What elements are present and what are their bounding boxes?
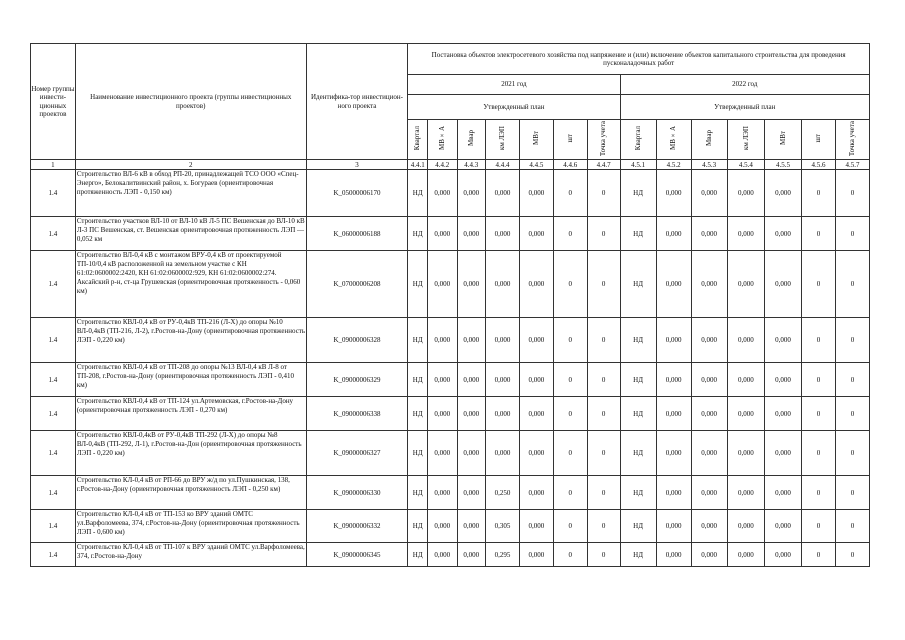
project-name-text: Строительство КВЛ-0,4кВ от РУ-0,4кВ ТП-292 (Л-Х) до опоры №8 ВЛ-0,4кВ (ТП-292, Л-1), г.Ростов-на-Дон (ориентировочная протяженность ЛЭП - 0,220 км)	[76, 431, 302, 457]
value-2022-cell: 0,000	[727, 543, 764, 567]
column-number: 4.5.1	[620, 160, 656, 170]
column-number: 4.5.5	[764, 160, 801, 170]
value-2022-cell: 0,000	[656, 170, 691, 217]
header-project-name: Наименование инвестиционного проекта (группы инвестиционных проектов)	[75, 44, 306, 160]
value-2021-cell: 0	[587, 431, 620, 476]
table-row	[31, 217, 870, 251]
unit-header-cell	[428, 120, 458, 160]
project-id-cell: K_09000006328	[306, 318, 408, 363]
unit-header-label: шт	[566, 134, 575, 143]
column-number: 3	[306, 160, 408, 170]
group-number-cell: 1.4	[31, 363, 76, 397]
value-2022-cell: НД	[620, 363, 656, 397]
unit-header-label: Мвар	[704, 130, 713, 147]
value-2022-cell: НД	[620, 318, 656, 363]
value-2022-cell: 0	[836, 170, 870, 217]
project-name-text: Строительство КЛ-0,4 кВ от ТП-107 к ВРУ зданий ОМТС ул.Варфоломеева, 374, г.Ростов-на-Дону	[76, 543, 305, 560]
unit-header-cell	[486, 120, 520, 160]
value-2021-cell: 0,000	[519, 251, 553, 318]
numbering-row	[31, 160, 870, 170]
value-2021-cell: 0	[587, 318, 620, 363]
project-id-cell: K_09000006330	[306, 476, 408, 510]
value-2021-cell: 0	[553, 397, 587, 431]
value-2021-cell: 0,295	[486, 543, 520, 567]
value-2021-cell: НД	[408, 397, 428, 431]
value-2021-cell: 0	[553, 543, 587, 567]
value-2021-cell: 0,000	[457, 397, 485, 431]
unit-header-label: км ЛЭП	[498, 126, 507, 151]
value-2022-cell: 0	[802, 363, 836, 397]
column-number: 4.5.3	[691, 160, 727, 170]
value-2021-cell: 0,000	[428, 543, 458, 567]
project-name-cell	[75, 363, 306, 397]
header-group-number: Номер группы инвести-ционных проектов	[31, 44, 76, 160]
value-2022-cell: 0,000	[727, 251, 764, 318]
value-2022-cell: 0	[836, 217, 870, 251]
value-2022-cell: НД	[620, 397, 656, 431]
value-2021-cell: 0,000	[428, 217, 458, 251]
unit-header-cell	[620, 120, 656, 160]
table-row	[31, 476, 870, 510]
unit-header-label: Точка учета	[848, 120, 857, 156]
value-2022-cell: 0	[836, 476, 870, 510]
value-2022-cell: 0,000	[691, 543, 727, 567]
unit-header-label: МВт	[532, 131, 541, 146]
value-2021-cell: 0,000	[519, 363, 553, 397]
project-name-text: Строительство КЛ-0,4 кВ от ТП-153 ко ВРУ зданий ОМТС ул.Варфоломеева, 374, г.Ростов-на-Дону (ориентировочная протяженность ЛЭП - 0,600 км)	[76, 510, 300, 536]
value-2022-cell: 0,000	[656, 510, 691, 543]
value-2021-cell: 0	[587, 217, 620, 251]
unit-header-cell	[727, 120, 764, 160]
investment-table	[30, 43, 870, 567]
value-2022-cell: 0,000	[727, 431, 764, 476]
table-row	[31, 363, 870, 397]
project-name-text: Строительство КВЛ-0,4 кВ от ТП-208 до опоры №13 ВЛ-0,4 кВ Л-8 от ТП-208, г.Ростов-на-Дону (ориентировочная протяженность ЛЭП - 0,410 км)	[76, 363, 295, 389]
unit-header-label: Квартал	[633, 126, 642, 151]
table-body	[31, 170, 870, 567]
value-2022-cell: 0,000	[691, 170, 727, 217]
value-2022-cell: 0	[836, 510, 870, 543]
project-name-cell	[75, 476, 306, 510]
value-2022-cell: 0	[802, 251, 836, 318]
value-2022-cell: 0,000	[727, 363, 764, 397]
project-id-cell: K_09000006345	[306, 543, 408, 567]
value-2021-cell: 0,000	[457, 476, 485, 510]
value-2022-cell: 0,000	[764, 363, 801, 397]
project-name-text: Строительство КВЛ-0,4 кВ от ТП-124 ул.Артемовская, г.Ростов-на-Дону (ориентировочная протяженность ЛЭП - 0,270 км)	[76, 397, 294, 414]
project-name-cell	[75, 251, 306, 318]
value-2022-cell: 0,000	[656, 476, 691, 510]
value-2021-cell: 0,000	[457, 363, 485, 397]
unit-header-cell	[408, 120, 428, 160]
value-2022-cell: 0,000	[764, 217, 801, 251]
table-row	[31, 251, 870, 318]
value-2022-cell: 0	[802, 476, 836, 510]
project-name-cell	[75, 510, 306, 543]
unit-header-cell	[656, 120, 691, 160]
value-2021-cell: 0,000	[519, 170, 553, 217]
value-2021-cell: НД	[408, 363, 428, 397]
value-2021-cell: 0	[553, 431, 587, 476]
value-2021-cell: НД	[408, 510, 428, 543]
value-2022-cell: 0,000	[764, 397, 801, 431]
group-number-cell: 1.4	[31, 397, 76, 431]
group-number-cell: 1.4	[31, 476, 76, 510]
value-2021-cell: 0,000	[457, 510, 485, 543]
header-year-2021: 2021 год	[408, 75, 620, 95]
table-row	[31, 170, 870, 217]
value-2021-cell: 0,000	[519, 217, 553, 251]
project-id-cell: K_09000006338	[306, 397, 408, 431]
value-2021-cell: 0,250	[486, 476, 520, 510]
unit-header-cell	[553, 120, 587, 160]
column-number: 4.4.3	[457, 160, 485, 170]
unit-header-label: шт	[814, 134, 823, 143]
value-2022-cell: 0,000	[656, 363, 691, 397]
value-2021-cell: 0,305	[486, 510, 520, 543]
project-id-cell: K_07000006208	[306, 251, 408, 318]
value-2021-cell: 0,000	[519, 318, 553, 363]
value-2021-cell: 0,000	[457, 170, 485, 217]
table-row	[31, 431, 870, 476]
value-2021-cell: 0	[587, 170, 620, 217]
value-2021-cell: 0,000	[519, 431, 553, 476]
group-number-cell: 1.4	[31, 431, 76, 476]
value-2021-cell: 0,000	[457, 431, 485, 476]
project-name-text: Строительство КЛ-0,4 кВ от РП-66 до ВРУ ж/д по ул.Пушкинская, 138, г.Ростов-на-Дону (ориентировочная протяженность ЛЭП - 0,250 км)	[76, 476, 290, 493]
unit-header-label: Квартал	[413, 126, 422, 151]
value-2021-cell: 0,000	[457, 543, 485, 567]
header-year-2022: 2022 год	[620, 75, 869, 95]
value-2021-cell: НД	[408, 543, 428, 567]
unit-header-label: Мвар	[467, 130, 476, 147]
value-2022-cell: 0,000	[764, 318, 801, 363]
project-name-text: Строительство ВЛ-6 кВ в обход РП-20, принадлежащей ТСО ООО «Спец-Энерго», Белокалитвинский район, х. Богураев (ориентировочная протяженность ЛЭП - 0,150 км)	[76, 170, 299, 196]
header-postanovka: Постановка объектов электросетевого хозяйства под напряжение и (или) включение объектов капитального строительства для проведения пусконаладочных работ	[408, 44, 870, 75]
value-2021-cell: 0	[587, 543, 620, 567]
column-number: 4.5.6	[802, 160, 836, 170]
value-2022-cell: 0,000	[727, 510, 764, 543]
value-2022-cell: НД	[620, 217, 656, 251]
value-2021-cell: 0,000	[428, 318, 458, 363]
table-row	[31, 318, 870, 363]
value-2021-cell: 0	[553, 170, 587, 217]
project-name-cell	[75, 431, 306, 476]
value-2022-cell: 0	[802, 510, 836, 543]
column-number: 4.4.2	[428, 160, 458, 170]
value-2022-cell: 0,000	[691, 318, 727, 363]
value-2021-cell: 0	[553, 217, 587, 251]
unit-header-cell	[457, 120, 485, 160]
value-2022-cell: 0,000	[656, 431, 691, 476]
value-2021-cell: 0	[587, 510, 620, 543]
value-2021-cell: 0,000	[486, 170, 520, 217]
value-2021-cell: 0,000	[486, 217, 520, 251]
value-2022-cell: 0	[836, 251, 870, 318]
column-number: 4.4.6	[553, 160, 587, 170]
project-name-cell	[75, 318, 306, 363]
value-2021-cell: НД	[408, 431, 428, 476]
value-2021-cell: 0,000	[428, 170, 458, 217]
value-2022-cell: 0,000	[691, 476, 727, 510]
column-number: 4.4.4	[486, 160, 520, 170]
value-2021-cell: НД	[408, 318, 428, 363]
value-2022-cell: НД	[620, 431, 656, 476]
unit-header-cell	[691, 120, 727, 160]
value-2022-cell: 0,000	[691, 251, 727, 318]
unit-header-label: МВт	[778, 131, 787, 146]
value-2022-cell: НД	[620, 251, 656, 318]
value-2021-cell: НД	[408, 251, 428, 318]
group-number-cell: 1.4	[31, 318, 76, 363]
value-2022-cell: 0	[802, 397, 836, 431]
value-2022-cell: 0,000	[727, 217, 764, 251]
value-2021-cell: 0	[587, 397, 620, 431]
value-2021-cell: 0	[553, 363, 587, 397]
value-2022-cell: 0	[836, 543, 870, 567]
value-2022-cell: 0,000	[764, 476, 801, 510]
group-number-cell: 1.4	[31, 217, 76, 251]
group-number-cell: 1.4	[31, 510, 76, 543]
document-sheet	[30, 43, 870, 567]
value-2021-cell: 0	[553, 251, 587, 318]
value-2022-cell: 0,000	[764, 543, 801, 567]
project-id-cell: K_09000006332	[306, 510, 408, 543]
table-row	[31, 397, 870, 431]
value-2022-cell: 0,000	[727, 397, 764, 431]
value-2021-cell: 0,000	[428, 363, 458, 397]
column-number: 2	[75, 160, 306, 170]
value-2022-cell: 0,000	[727, 170, 764, 217]
value-2022-cell: 0,000	[764, 251, 801, 318]
value-2021-cell: НД	[408, 170, 428, 217]
value-2022-cell: 0,000	[764, 431, 801, 476]
value-2021-cell: НД	[408, 217, 428, 251]
unit-header-cell	[836, 120, 870, 160]
value-2021-cell: 0	[553, 318, 587, 363]
table-row	[31, 510, 870, 543]
table-row	[31, 543, 870, 567]
column-number: 1	[31, 160, 76, 170]
value-2021-cell: 0,000	[486, 251, 520, 318]
value-2021-cell: 0,000	[486, 363, 520, 397]
unit-header-label: МВ×А	[669, 126, 678, 151]
value-2021-cell: НД	[408, 476, 428, 510]
value-2021-cell: 0,000	[428, 510, 458, 543]
value-2022-cell: 0,000	[727, 318, 764, 363]
unit-header-label: км ЛЭП	[741, 126, 750, 151]
value-2022-cell: 0,000	[691, 397, 727, 431]
value-2021-cell: 0,000	[486, 431, 520, 476]
value-2022-cell: 0,000	[656, 217, 691, 251]
value-2022-cell: 0,000	[656, 543, 691, 567]
value-2021-cell: 0,000	[486, 318, 520, 363]
value-2021-cell: 0,000	[428, 476, 458, 510]
value-2021-cell: 0,000	[457, 318, 485, 363]
value-2022-cell: 0	[802, 318, 836, 363]
value-2021-cell: 0,000	[486, 397, 520, 431]
value-2021-cell: 0,000	[428, 251, 458, 318]
unit-header-cell	[764, 120, 801, 160]
value-2022-cell: НД	[620, 510, 656, 543]
project-name-text: Строительство участков ВЛ-10 от ВЛ-10 кВ Л-5 ПС Вешенская до ВЛ-10 кВ Л-3 ПС Вешенская, ст. Вешенская ориентировочная протяженность ЛЭП — 0,052 км	[76, 217, 305, 243]
column-number: 4.4.7	[587, 160, 620, 170]
value-2022-cell: НД	[620, 170, 656, 217]
column-number: 4.5.4	[727, 160, 764, 170]
project-name-cell	[75, 217, 306, 251]
value-2021-cell: 0	[553, 476, 587, 510]
project-id-cell: K_06000006188	[306, 217, 408, 251]
value-2022-cell: 0	[802, 217, 836, 251]
value-2022-cell: 0	[836, 318, 870, 363]
value-2021-cell: 0,000	[519, 476, 553, 510]
value-2022-cell: 0	[836, 397, 870, 431]
project-id-cell: K_05000006170	[306, 170, 408, 217]
value-2022-cell: 0	[836, 431, 870, 476]
value-2021-cell: 0,000	[457, 251, 485, 318]
project-name-cell	[75, 543, 306, 567]
value-2021-cell: 0,000	[519, 397, 553, 431]
value-2022-cell: 0	[802, 431, 836, 476]
value-2022-cell: 0	[836, 363, 870, 397]
value-2022-cell: НД	[620, 476, 656, 510]
project-name-cell	[75, 397, 306, 431]
value-2021-cell: 0	[553, 510, 587, 543]
value-2021-cell: 0,000	[428, 397, 458, 431]
value-2022-cell: 0	[802, 170, 836, 217]
unit-header-label: Точка учета	[599, 120, 608, 156]
project-id-cell: K_09000006327	[306, 431, 408, 476]
value-2022-cell: 0,000	[691, 363, 727, 397]
value-2022-cell: 0,000	[727, 476, 764, 510]
unit-header-cell	[519, 120, 553, 160]
value-2021-cell: 0,000	[519, 543, 553, 567]
unit-header-cell	[802, 120, 836, 160]
project-name-cell	[75, 170, 306, 217]
value-2022-cell: 0,000	[656, 318, 691, 363]
value-2021-cell: 0,000	[428, 431, 458, 476]
value-2021-cell: 0	[587, 363, 620, 397]
value-2021-cell: 0	[587, 251, 620, 318]
value-2022-cell: 0,000	[656, 251, 691, 318]
column-number: 4.4.5	[519, 160, 553, 170]
value-2022-cell: 0,000	[764, 510, 801, 543]
value-2022-cell: 0,000	[764, 170, 801, 217]
value-2022-cell: 0,000	[656, 397, 691, 431]
value-2022-cell: 0,000	[691, 431, 727, 476]
project-id-cell: K_09000006329	[306, 363, 408, 397]
unit-header-cell	[587, 120, 620, 160]
value-2022-cell: 0,000	[691, 217, 727, 251]
value-2021-cell: 0	[587, 476, 620, 510]
header-plan-2022: Утвержденный план	[620, 95, 869, 120]
value-2022-cell: НД	[620, 543, 656, 567]
group-number-cell: 1.4	[31, 251, 76, 318]
group-number-cell: 1.4	[31, 170, 76, 217]
group-number-cell: 1.4	[31, 543, 76, 567]
value-2021-cell: 0,000	[519, 510, 553, 543]
value-2022-cell: 0	[802, 543, 836, 567]
header-project-id: Идентифика-тор инвестицион-ного проекта	[306, 44, 408, 160]
value-2022-cell: 0,000	[691, 510, 727, 543]
project-name-text: Строительство КВЛ-0,4 кВ от РУ-0,4кВ ТП-216 (Л-Х) до опоры №10 ВЛ-0,4кВ (ТП-216, Л-2), г.Ростов-на-Дону (ориентировочная протяженность ЛЭП - 0,220 км)	[76, 318, 306, 344]
value-2021-cell: 0,000	[457, 217, 485, 251]
column-number: 4.5.7	[836, 160, 870, 170]
column-number: 4.5.2	[656, 160, 691, 170]
column-number: 4.4.1	[408, 160, 428, 170]
unit-header-label: МВ×А	[438, 126, 447, 151]
project-name-text: Строительство ВЛ-0,4 кВ с монтажом ВРУ-0,4 кВ от проектируемой ТП-10/0,4 кВ расположенной на земельном участке с КН 61:02:0600002:2420, КН 61:02:0600002:929, КН 61:02:0600002:274. Аксайский р-н, ст-ца Грушевская (ориентировочная протяженность - 0,060 км)	[76, 251, 301, 295]
header-plan-2021: Утвержденный план	[408, 95, 620, 120]
